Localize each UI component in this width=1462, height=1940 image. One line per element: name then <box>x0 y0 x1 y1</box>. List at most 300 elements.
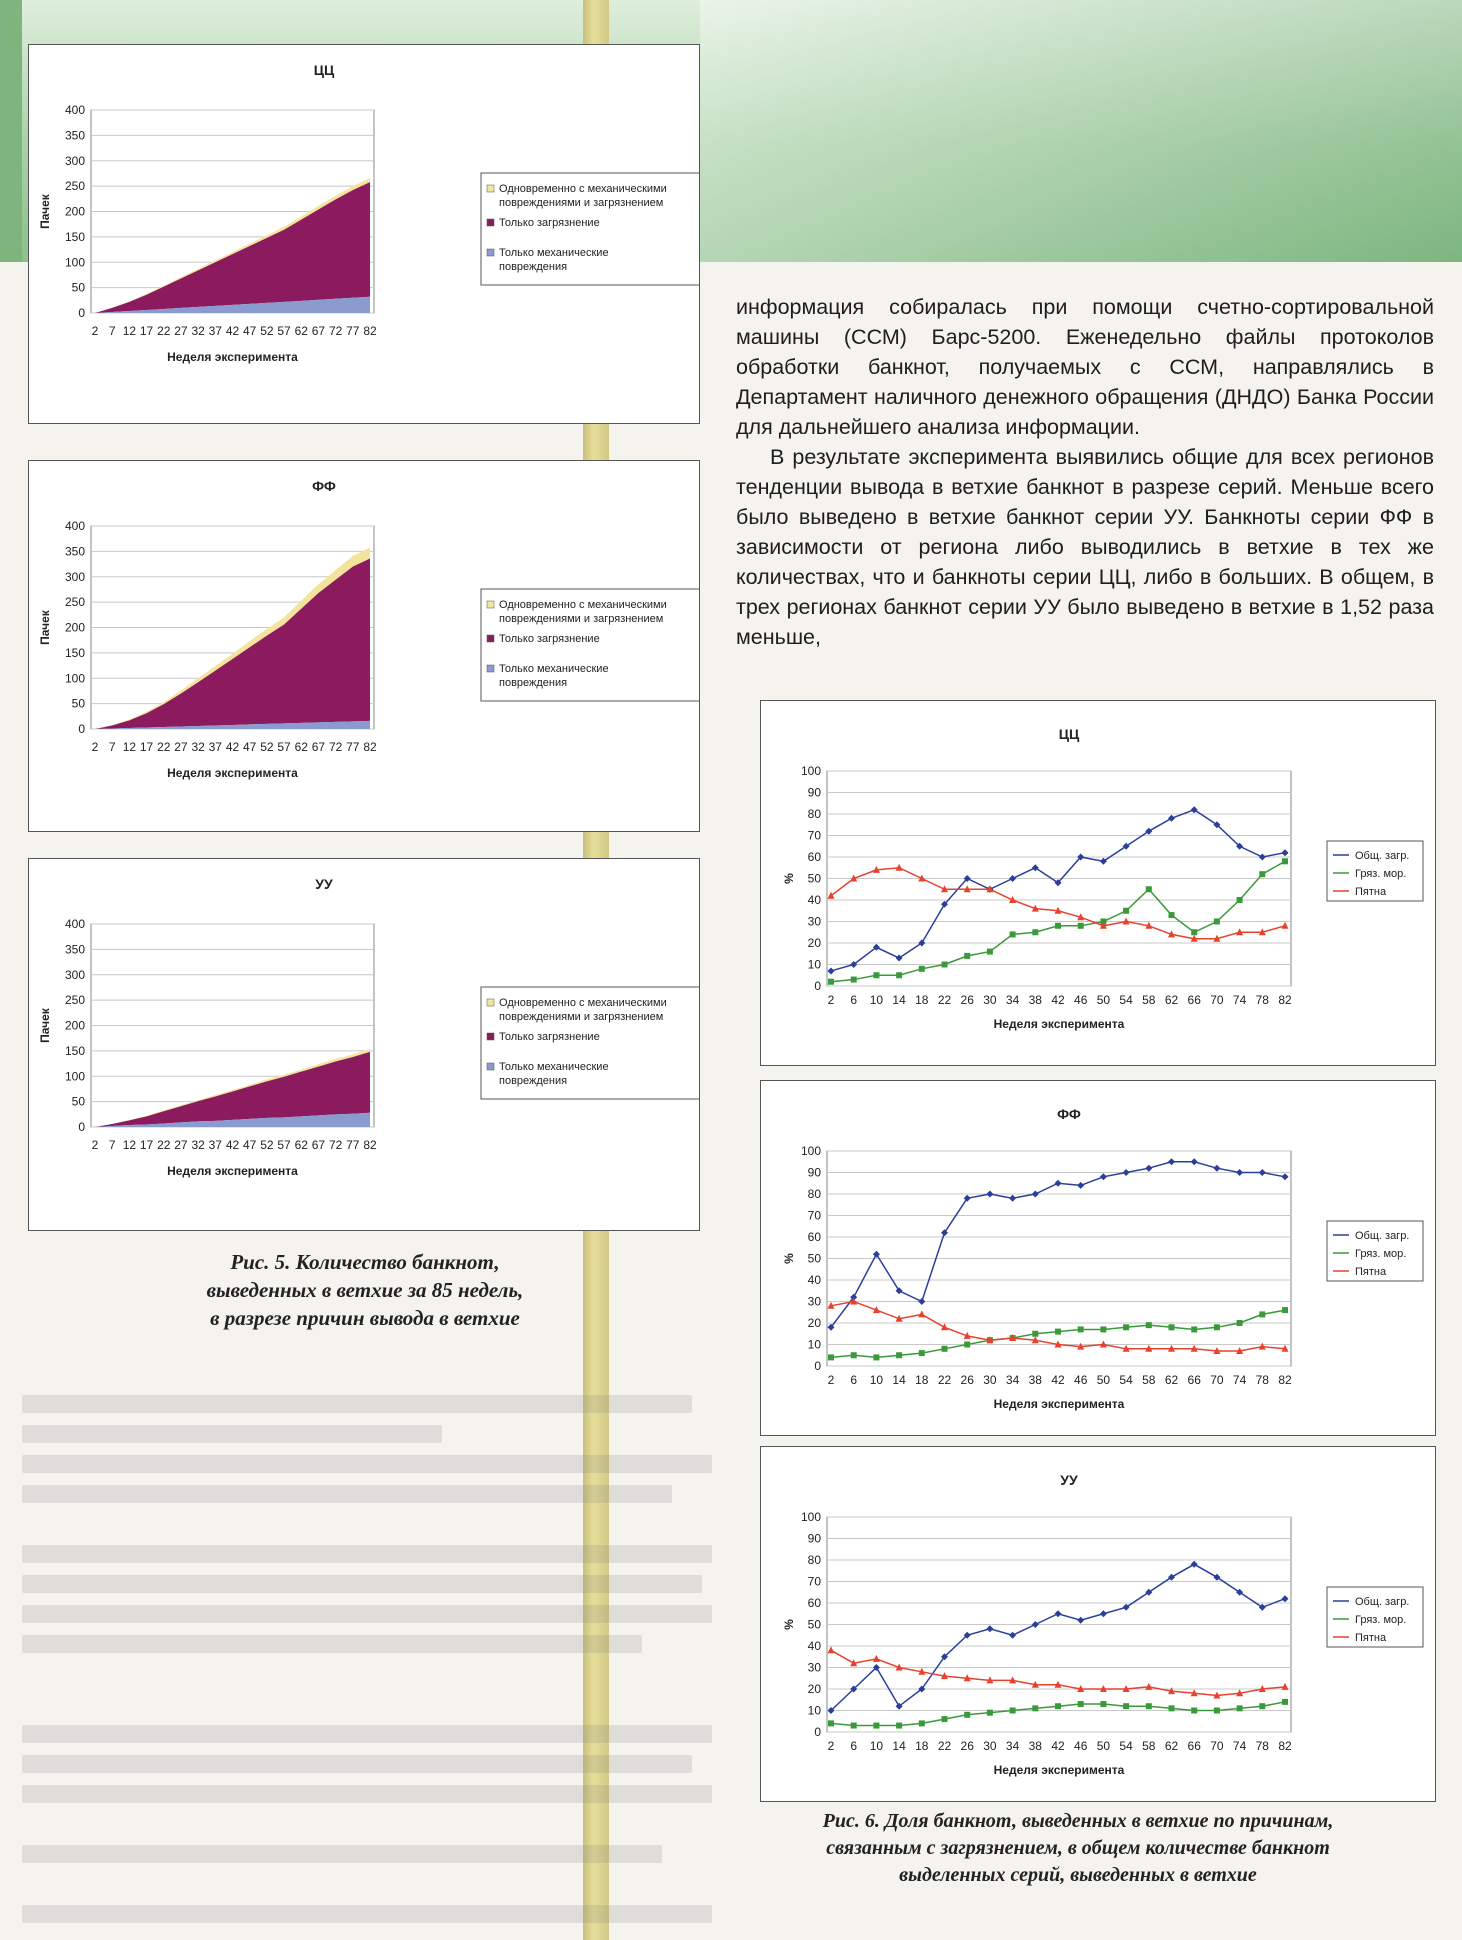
y-tick-label: 100 <box>800 1510 821 1524</box>
legend-label: Общ. загр. <box>1355 1596 1410 1608</box>
legend-label: Одновременно с механическими <box>499 599 667 611</box>
data-point <box>1100 1326 1106 1332</box>
data-point <box>1146 1703 1152 1709</box>
y-tick-label: 90 <box>807 785 821 800</box>
x-tick-label: 54 <box>1119 993 1133 1007</box>
legend-label: Общ. загр. <box>1355 850 1410 862</box>
legend-label: Только механические <box>499 663 609 675</box>
x-tick-label: 38 <box>1028 1373 1042 1387</box>
data-point <box>964 1342 970 1348</box>
y-tick-label: 50 <box>807 1251 821 1266</box>
x-tick-label: 7 <box>108 1138 116 1152</box>
x-tick-label: 62 <box>294 324 308 338</box>
y-tick-label: 250 <box>64 993 85 1008</box>
x-tick-label: 78 <box>1255 993 1269 1007</box>
x-tick-label: 14 <box>892 993 906 1007</box>
data-point <box>1010 931 1016 937</box>
x-tick-label: 32 <box>191 1138 205 1152</box>
x-tick-label: 78 <box>1255 1373 1269 1387</box>
x-tick-label: 72 <box>328 740 343 754</box>
x-tick-label: 12 <box>122 740 137 754</box>
legend-label: Общ. загр. <box>1355 1230 1410 1242</box>
caption5-line1: Рис. 5. Количество банкнот, <box>230 1250 500 1274</box>
data-point <box>987 1710 993 1716</box>
y-tick-label: 70 <box>807 1574 821 1589</box>
y-tick-label: 40 <box>807 893 821 907</box>
legend-label: Гряз. мор. <box>1355 1614 1407 1626</box>
legend-label: Пятна <box>1355 886 1387 898</box>
data-point <box>896 972 902 978</box>
x-tick-label: 82 <box>363 324 377 338</box>
y-tick-label: 50 <box>71 696 85 711</box>
header-green-gradient <box>700 0 1462 262</box>
x-tick-label: 17 <box>139 740 154 754</box>
data-point <box>1123 1703 1129 1709</box>
y-tick-label: 150 <box>64 645 85 660</box>
y-tick-label: 200 <box>64 1018 85 1033</box>
area-chart-panel-1 <box>28 44 700 424</box>
x-axis-label: Неделя эксперимента <box>167 766 298 780</box>
x-tick-label: 82 <box>363 740 377 754</box>
y-tick-label: 30 <box>807 1294 821 1309</box>
legend-label: Одновременно с механическими <box>499 997 667 1009</box>
x-tick-label: 67 <box>311 324 326 338</box>
data-point <box>1032 1331 1038 1337</box>
paragraph-2: В результате эксперимента выявились общие для всех регионов тенденции вывода в ветхие банкнот в разрезе серий. Меньше всего было выведено в ветхие банкнот серии УУ. Банкноты серии ФФ в зависимости от региона либо выводились в ветхие в тех же количествах, что и банкноты серии ЦЦ, либо в больших. В общем, в трех регионах банкнот серии УУ было выведено в ветхие в 1,52 раза меньше, <box>736 445 1434 649</box>
x-tick-label: 50 <box>1096 1373 1111 1387</box>
x-tick-label: 22 <box>937 1373 952 1387</box>
y-tick-label: 10 <box>807 1703 821 1718</box>
data-point <box>1032 929 1038 935</box>
data-point <box>1214 919 1220 925</box>
x-tick-label: 30 <box>983 993 997 1007</box>
legend-swatch <box>487 219 494 226</box>
x-tick-label: 38 <box>1028 1739 1042 1753</box>
data-point <box>1169 1705 1175 1711</box>
legend-swatch <box>487 249 494 256</box>
y-tick-label: 0 <box>78 722 85 736</box>
legend-label: Одновременно с механическими <box>499 183 667 195</box>
data-point <box>1169 912 1175 918</box>
data-point <box>919 1720 925 1726</box>
x-tick-label: 2 <box>91 1138 99 1152</box>
x-tick-label: 37 <box>208 740 222 754</box>
x-tick-label: 74 <box>1232 1739 1247 1753</box>
data-point <box>1078 1326 1084 1332</box>
y-tick-label: 300 <box>64 153 85 168</box>
x-tick-label: 26 <box>960 1373 974 1387</box>
data-point <box>851 1352 857 1358</box>
x-tick-label: 58 <box>1142 993 1156 1007</box>
y-tick-label: 0 <box>814 979 821 993</box>
y-tick-label: 350 <box>64 128 85 143</box>
x-tick-label: 34 <box>1005 1739 1020 1753</box>
data-point <box>1282 1307 1288 1313</box>
x-tick-label: 74 <box>1232 1373 1247 1387</box>
data-point <box>1055 923 1061 929</box>
x-tick-label: 27 <box>174 1138 188 1152</box>
data-point <box>896 1723 902 1729</box>
y-tick-label: 90 <box>807 1531 821 1546</box>
data-point <box>964 953 970 959</box>
x-tick-label: 18 <box>915 993 929 1007</box>
x-tick-label: 57 <box>277 324 291 338</box>
chart-title: ЦЦ <box>313 62 335 78</box>
x-tick-label: 2 <box>91 324 99 338</box>
x-tick-label: 82 <box>1278 1739 1292 1753</box>
x-tick-label: 26 <box>960 1739 974 1753</box>
data-point <box>873 972 879 978</box>
y-axis-label: % <box>782 1253 796 1264</box>
x-tick-label: 70 <box>1210 1739 1224 1753</box>
legend-label: Гряз. мор. <box>1355 868 1407 880</box>
legend-swatch <box>487 1033 494 1040</box>
paragraph-1: информация собиралась при помощи счетно-сортировальной машины (ССМ) Барс-5200. Еженедельно файлы протоколов обработки банкнот, получаемых с ССМ, направлялись в Департамент наличного денежного обращения (ДНДО) Банка России для дальнейшего анализа информации. <box>736 295 1434 439</box>
y-tick-label: 40 <box>807 1273 821 1287</box>
y-tick-label: 100 <box>800 1144 821 1158</box>
legend-swatch <box>487 1063 494 1070</box>
legend-swatch <box>487 635 494 642</box>
chart-title: ЦЦ <box>1058 726 1080 742</box>
x-tick-label: 50 <box>1096 993 1111 1007</box>
x-axis-label: Неделя эксперимента <box>167 1164 298 1178</box>
data-point <box>942 962 948 968</box>
x-tick-label: 82 <box>1278 1373 1292 1387</box>
x-tick-label: 52 <box>260 324 274 338</box>
y-axis-label: % <box>782 873 796 884</box>
data-point <box>851 1723 857 1729</box>
data-point <box>828 1354 834 1360</box>
x-tick-label: 72 <box>328 324 343 338</box>
y-tick-label: 350 <box>64 544 85 559</box>
y-tick-label: 60 <box>807 850 821 864</box>
data-point <box>1237 897 1243 903</box>
y-tick-label: 100 <box>64 1069 85 1084</box>
x-tick-label: 32 <box>191 740 205 754</box>
x-tick-label: 67 <box>311 1138 326 1152</box>
x-tick-label: 70 <box>1210 993 1224 1007</box>
area-chart-ff <box>29 461 699 831</box>
y-tick-label: 100 <box>800 764 821 778</box>
x-tick-label: 6 <box>850 1739 858 1753</box>
y-tick-label: 200 <box>64 620 85 635</box>
x-tick-label: 52 <box>260 1138 274 1152</box>
x-tick-label: 30 <box>983 1373 997 1387</box>
x-tick-label: 52 <box>260 740 274 754</box>
chart-title: УУ <box>1060 1472 1078 1488</box>
data-point <box>1214 1324 1220 1330</box>
data-point <box>1055 1703 1061 1709</box>
x-tick-label: 17 <box>139 324 154 338</box>
x-tick-label: 17 <box>139 1138 154 1152</box>
x-tick-label: 14 <box>892 1373 906 1387</box>
x-tick-label: 57 <box>277 740 291 754</box>
legend-label: Пятна <box>1355 1266 1387 1278</box>
x-tick-label: 42 <box>225 324 240 338</box>
legend-label: Только механические <box>499 247 609 259</box>
data-point <box>1282 858 1288 864</box>
y-tick-label: 100 <box>64 671 85 686</box>
y-tick-label: 80 <box>807 1553 821 1567</box>
area-chart-uu <box>29 859 699 1230</box>
data-point <box>851 977 857 983</box>
data-point <box>1191 1708 1197 1714</box>
y-tick-label: 150 <box>64 1043 85 1058</box>
data-point <box>1146 1322 1152 1328</box>
y-tick-label: 30 <box>807 914 821 929</box>
y-tick-label: 400 <box>64 519 85 533</box>
x-tick-label: 7 <box>108 740 116 754</box>
x-tick-label: 10 <box>869 1373 884 1387</box>
x-tick-label: 12 <box>122 324 137 338</box>
x-tick-label: 58 <box>1142 1739 1156 1753</box>
x-axis-label: Неделя эксперимента <box>993 1017 1125 1031</box>
x-tick-label: 57 <box>277 1138 291 1152</box>
y-tick-label: 350 <box>64 942 85 957</box>
x-tick-label: 2 <box>827 1373 835 1387</box>
area-chart-panel-3 <box>28 858 700 1231</box>
data-point <box>1169 1324 1175 1330</box>
x-tick-label: 67 <box>311 740 326 754</box>
legend-label: повреждения <box>499 261 568 273</box>
line-chart-panel-1 <box>760 700 1436 1066</box>
x-tick-label: 22 <box>937 1739 952 1753</box>
x-tick-label: 42 <box>225 1138 240 1152</box>
x-tick-label: 82 <box>1278 993 1292 1007</box>
data-point <box>1191 929 1197 935</box>
y-tick-label: 20 <box>807 936 821 950</box>
x-tick-label: 27 <box>174 324 188 338</box>
x-tick-label: 42 <box>225 740 240 754</box>
legend-swatch <box>487 999 494 1006</box>
x-tick-label: 54 <box>1119 1373 1133 1387</box>
chart-title: ФФ <box>1057 1106 1081 1122</box>
x-tick-label: 62 <box>1164 1373 1179 1387</box>
x-tick-label: 46 <box>1074 993 1088 1007</box>
x-tick-label: 66 <box>1187 1373 1201 1387</box>
data-point <box>1010 1708 1016 1714</box>
data-point <box>828 979 834 985</box>
x-tick-label: 42 <box>1051 1739 1065 1753</box>
x-tick-label: 10 <box>869 993 884 1007</box>
data-point <box>987 949 993 955</box>
x-tick-label: 42 <box>1051 993 1065 1007</box>
x-tick-label: 72 <box>328 1138 343 1152</box>
legend-label: Пятна <box>1355 1632 1387 1644</box>
x-tick-label: 18 <box>915 1739 929 1753</box>
y-tick-label: 70 <box>807 828 821 843</box>
figure-6-caption <box>722 1808 1434 1889</box>
area-chart-cc <box>29 45 699 423</box>
data-point <box>1146 886 1152 892</box>
x-tick-label: 47 <box>243 740 257 754</box>
y-tick-label: 50 <box>71 1094 85 1109</box>
x-tick-label: 77 <box>346 1138 360 1152</box>
x-tick-label: 2 <box>827 993 835 1007</box>
y-tick-label: 80 <box>807 1187 821 1201</box>
data-point <box>1259 871 1265 877</box>
y-tick-label: 0 <box>814 1359 821 1373</box>
y-tick-label: 10 <box>807 1337 821 1352</box>
y-tick-label: 150 <box>64 229 85 244</box>
chart-title: ФФ <box>312 478 336 494</box>
x-tick-label: 38 <box>1028 993 1042 1007</box>
x-tick-label: 62 <box>294 740 308 754</box>
x-tick-label: 82 <box>363 1138 377 1152</box>
x-tick-label: 47 <box>243 324 257 338</box>
x-tick-label: 22 <box>157 324 171 338</box>
x-tick-label: 14 <box>892 1739 906 1753</box>
caption6-line1: Рис. 6. Доля банкнот, выведенных в ветхие по причинам, <box>822 1810 1334 1832</box>
legend-label: повреждения <box>499 1075 568 1087</box>
y-tick-label: 50 <box>71 280 85 295</box>
x-tick-label: 66 <box>1187 993 1201 1007</box>
data-point <box>919 966 925 972</box>
x-tick-label: 32 <box>191 324 205 338</box>
x-tick-label: 30 <box>983 1739 997 1753</box>
x-tick-label: 2 <box>827 1739 835 1753</box>
y-tick-label: 20 <box>807 1316 821 1330</box>
data-point <box>1078 1701 1084 1707</box>
y-tick-label: 400 <box>64 917 85 931</box>
data-point <box>873 1354 879 1360</box>
data-point <box>873 1723 879 1729</box>
y-axis-label: % <box>782 1619 796 1630</box>
x-tick-label: 37 <box>208 1138 222 1152</box>
data-point <box>1237 1320 1243 1326</box>
x-tick-label: 74 <box>1232 993 1247 1007</box>
x-tick-label: 6 <box>850 1373 858 1387</box>
x-tick-label: 6 <box>850 993 858 1007</box>
legend-label: Только загрязнение <box>499 1031 600 1043</box>
x-tick-label: 62 <box>1164 1739 1179 1753</box>
caption6-line2: связанным с загрязнением, в общем количестве банкнот <box>826 1837 1330 1859</box>
left-edge-stripe <box>0 0 22 262</box>
data-point <box>1032 1705 1038 1711</box>
y-axis-label: Пачек <box>38 610 52 645</box>
y-tick-label: 300 <box>64 569 85 584</box>
x-tick-label: 34 <box>1005 993 1020 1007</box>
y-tick-label: 250 <box>64 179 85 194</box>
data-point <box>1237 1705 1243 1711</box>
x-axis-label: Неделя эксперимента <box>993 1763 1125 1777</box>
x-tick-label: 34 <box>1005 1373 1020 1387</box>
x-tick-label: 37 <box>208 324 222 338</box>
y-tick-label: 250 <box>64 595 85 610</box>
x-tick-label: 22 <box>937 993 952 1007</box>
line-chart-ff <box>761 1081 1435 1435</box>
data-point <box>896 1352 902 1358</box>
y-tick-label: 60 <box>807 1596 821 1610</box>
legend-swatch <box>487 185 494 192</box>
figure-5-caption <box>150 1248 580 1332</box>
data-point <box>1055 1329 1061 1335</box>
x-tick-label: 47 <box>243 1138 257 1152</box>
legend-label: повреждения <box>499 677 568 689</box>
x-axis-label: Неделя эксперимента <box>993 1397 1125 1411</box>
legend-label: Только загрязнение <box>499 633 600 645</box>
data-point <box>1123 908 1129 914</box>
x-axis-label: Неделя эксперимента <box>167 350 298 364</box>
x-tick-label: 66 <box>1187 1739 1201 1753</box>
x-tick-label: 46 <box>1074 1373 1088 1387</box>
legend-label: повреждениями и загрязнением <box>499 613 664 625</box>
legend-label: Только механические <box>499 1061 609 1073</box>
legend-label: повреждениями и загрязнением <box>499 197 664 209</box>
y-tick-label: 80 <box>807 807 821 821</box>
y-tick-label: 70 <box>807 1208 821 1223</box>
y-tick-label: 40 <box>807 1639 821 1653</box>
x-tick-label: 2 <box>91 740 99 754</box>
y-tick-label: 0 <box>814 1725 821 1739</box>
chart-title: УУ <box>315 876 333 892</box>
y-tick-label: 300 <box>64 967 85 982</box>
y-tick-label: 90 <box>807 1165 821 1180</box>
y-tick-label: 0 <box>78 1120 85 1134</box>
x-tick-label: 27 <box>174 740 188 754</box>
data-point <box>964 1712 970 1718</box>
x-tick-label: 77 <box>346 740 360 754</box>
legend-swatch <box>487 601 494 608</box>
x-tick-label: 62 <box>1164 993 1179 1007</box>
y-tick-label: 400 <box>64 103 85 117</box>
x-tick-label: 50 <box>1096 1739 1111 1753</box>
caption5-line2: выведенных в ветхие за 85 недель, <box>206 1278 524 1302</box>
x-tick-label: 58 <box>1142 1373 1156 1387</box>
data-point <box>1282 1699 1288 1705</box>
x-tick-label: 54 <box>1119 1739 1133 1753</box>
legend-label: повреждениями и загрязнением <box>499 1011 664 1023</box>
legend-label: Гряз. мор. <box>1355 1248 1407 1260</box>
x-tick-label: 12 <box>122 1138 137 1152</box>
y-tick-label: 60 <box>807 1230 821 1244</box>
x-tick-label: 10 <box>869 1739 884 1753</box>
y-tick-label: 30 <box>807 1660 821 1675</box>
x-tick-label: 7 <box>108 324 116 338</box>
data-point <box>1100 1701 1106 1707</box>
line-chart-cc <box>761 701 1435 1065</box>
y-axis-label: Пачек <box>38 194 52 229</box>
data-point <box>942 1346 948 1352</box>
data-point <box>1191 1326 1197 1332</box>
x-tick-label: 46 <box>1074 1739 1088 1753</box>
caption6-line3: выделенных серий, выведенных в ветхие <box>899 1864 1257 1886</box>
x-tick-label: 18 <box>915 1373 929 1387</box>
x-tick-label: 22 <box>157 740 171 754</box>
x-tick-label: 78 <box>1255 1739 1269 1753</box>
line-chart-panel-3 <box>760 1446 1436 1802</box>
y-tick-label: 50 <box>807 871 821 886</box>
data-point <box>1259 1703 1265 1709</box>
data-point <box>1214 1708 1220 1714</box>
x-tick-label: 77 <box>346 324 360 338</box>
y-tick-label: 200 <box>64 204 85 219</box>
data-point <box>828 1720 834 1726</box>
x-tick-label: 70 <box>1210 1373 1224 1387</box>
legend-swatch <box>487 665 494 672</box>
data-point <box>1078 923 1084 929</box>
x-tick-label: 42 <box>1051 1373 1065 1387</box>
line-chart-uu <box>761 1447 1435 1801</box>
x-tick-label: 22 <box>157 1138 171 1152</box>
data-point <box>1123 1324 1129 1330</box>
y-tick-label: 50 <box>807 1617 821 1632</box>
data-point <box>919 1350 925 1356</box>
line-chart-panel-2 <box>760 1080 1436 1436</box>
y-tick-label: 10 <box>807 957 821 972</box>
y-tick-label: 0 <box>78 306 85 320</box>
x-tick-label: 62 <box>294 1138 308 1152</box>
